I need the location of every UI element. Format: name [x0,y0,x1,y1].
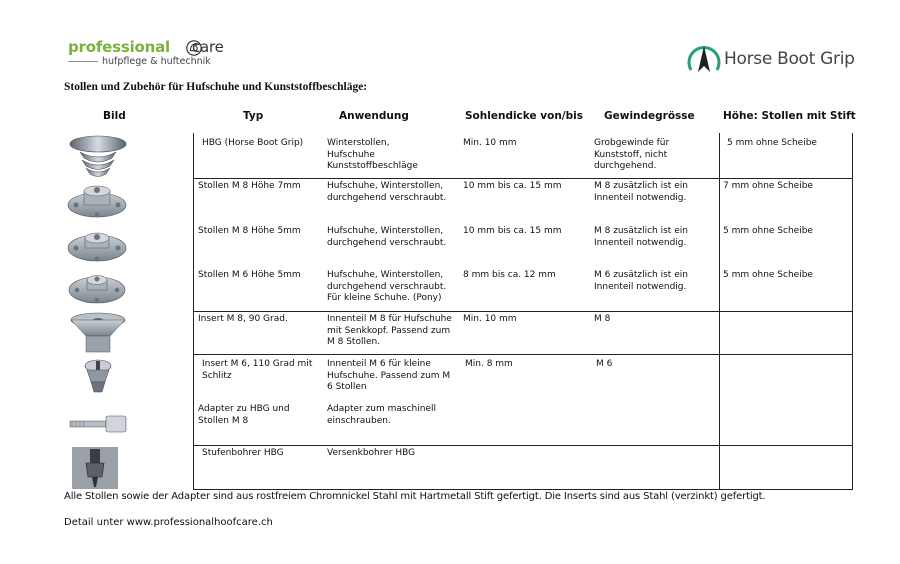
logo-care-text: care [192,38,224,56]
cell-gewinde: M 8 zusätzlich ist ein Innenteil notwendig. [594,226,688,248]
header-gewindegroesse: Gewindegrösse [604,110,695,122]
cell-gewinde: M 8 zusätzlich ist ein Innenteil notwendig. [594,181,688,203]
stollen-m8-7mm-image [66,181,128,225]
detail-link-text: Detail unter www.professionalhoofcare.ch [64,517,273,528]
cell-sohle: 8 mm bis ca. 12 mm [463,270,556,280]
cell-typ: Stollen M 6 Höhe 5mm [198,270,301,280]
hbg-stud-image [66,134,130,180]
document-title: Stollen und Zubehör für Hufschuhe und Kunststoffbeschläge: [64,81,368,93]
cell-anwendung: Adapter zum maschinell einschrauben. [327,404,436,426]
cell-typ: Stollen M 8 Höhe 5mm [198,226,301,236]
cell-typ: Adapter zu HBG und Stollen M 8 [198,404,290,426]
cell-typ: Stufenbohrer HBG [202,448,284,458]
material-footnote: Alle Stollen sowie der Adapter sind aus rostfreiem Chromnickel Stahl mit Hartmetall Stift gefertigt. Die Inserts sind aus Stahl (verzinkt) gefertigt. [64,491,766,502]
cell-typ: Insert M 6, 110 Grad mit Schlitz [202,359,313,381]
cell-typ: HBG (Horse Boot Grip) [202,138,304,148]
logo-tagline: hufpflege & huftechnik [102,56,211,67]
cell-sohle: Min. 10 mm [463,138,517,148]
cell-sohle: Min. 8 mm [465,359,513,369]
cell-anwendung: Hufschuhe, Winterstollen, durchgehend verschraubt. [327,181,447,203]
hbg-logo-text: Horse Boot Grip [724,49,855,69]
stollen-m8-5mm-image [66,226,128,268]
logo-divider [68,61,98,62]
cell-hoehe: 5 mm ohne Scheibe [723,270,813,280]
insert-m8-image [68,312,128,354]
cell-sohle: 10 mm bis ca. 15 mm [463,226,562,236]
header-sohlendicke: Sohlendicke von/bis [465,110,583,122]
cell-typ: Insert M 8, 90 Grad. [198,314,288,324]
insert-m6-image [82,358,114,394]
header-anwendung: Anwendung [339,110,409,122]
cell-hoehe: 7 mm ohne Scheibe [723,181,813,191]
header-typ: Typ [243,110,264,122]
cell-hoehe: 5 mm ohne Scheibe [723,226,813,236]
logo-brand-text: professional care [68,38,224,56]
cell-anwendung: Winterstollen, Hufschuhe Kunststoffbeschläge [327,138,418,171]
cell-anwendung: Hufschuhe, Winterstollen, durchgehend verschraubt. [327,226,447,248]
stufenbohrer-image [72,447,118,489]
cell-typ: Stollen M 8 Höhe 7mm [198,181,301,191]
cell-sohle: 10 mm bis ca. 15 mm [463,181,562,191]
stollen-m6-5mm-image [66,268,128,310]
cell-gewinde: M 8 [594,314,611,324]
cell-anwendung: Hufschuhe, Winterstollen, durchgehend verschraubt. Für kleine Schuhe. (Pony) [327,270,447,303]
adapter-image [68,414,128,434]
cell-gewinde: M 6 zusätzlich ist ein Innenteil notwendig. [594,270,688,292]
cell-hoehe: 5 mm ohne Scheibe [727,138,817,148]
cell-anwendung: Innenteil M 6 für kleine Hufschuhe. Passend zum M 6 Stollen [327,359,451,392]
header-bild: Bild [103,110,126,122]
professional-care-logo [68,38,228,74]
header-hoehe: Höhe: Stollen mit Stift [723,110,856,122]
cell-sohle: Min. 10 mm [463,314,517,324]
cell-anwendung: Versenkbohrer HBG [327,448,416,458]
cell-gewinde: M 6 [596,359,613,369]
cell-gewinde: Grobgewinde für Kunststoff, nicht durchgehend. [594,138,670,171]
cell-anwendung: Innenteil M 8 für Hufschuhe mit Senkkopf. Passend zum M 8 Stollen. [327,314,452,347]
hbg-emblem-icon [686,40,722,78]
horse-boot-grip-logo [686,40,861,80]
horse-head-icon [185,39,203,57]
